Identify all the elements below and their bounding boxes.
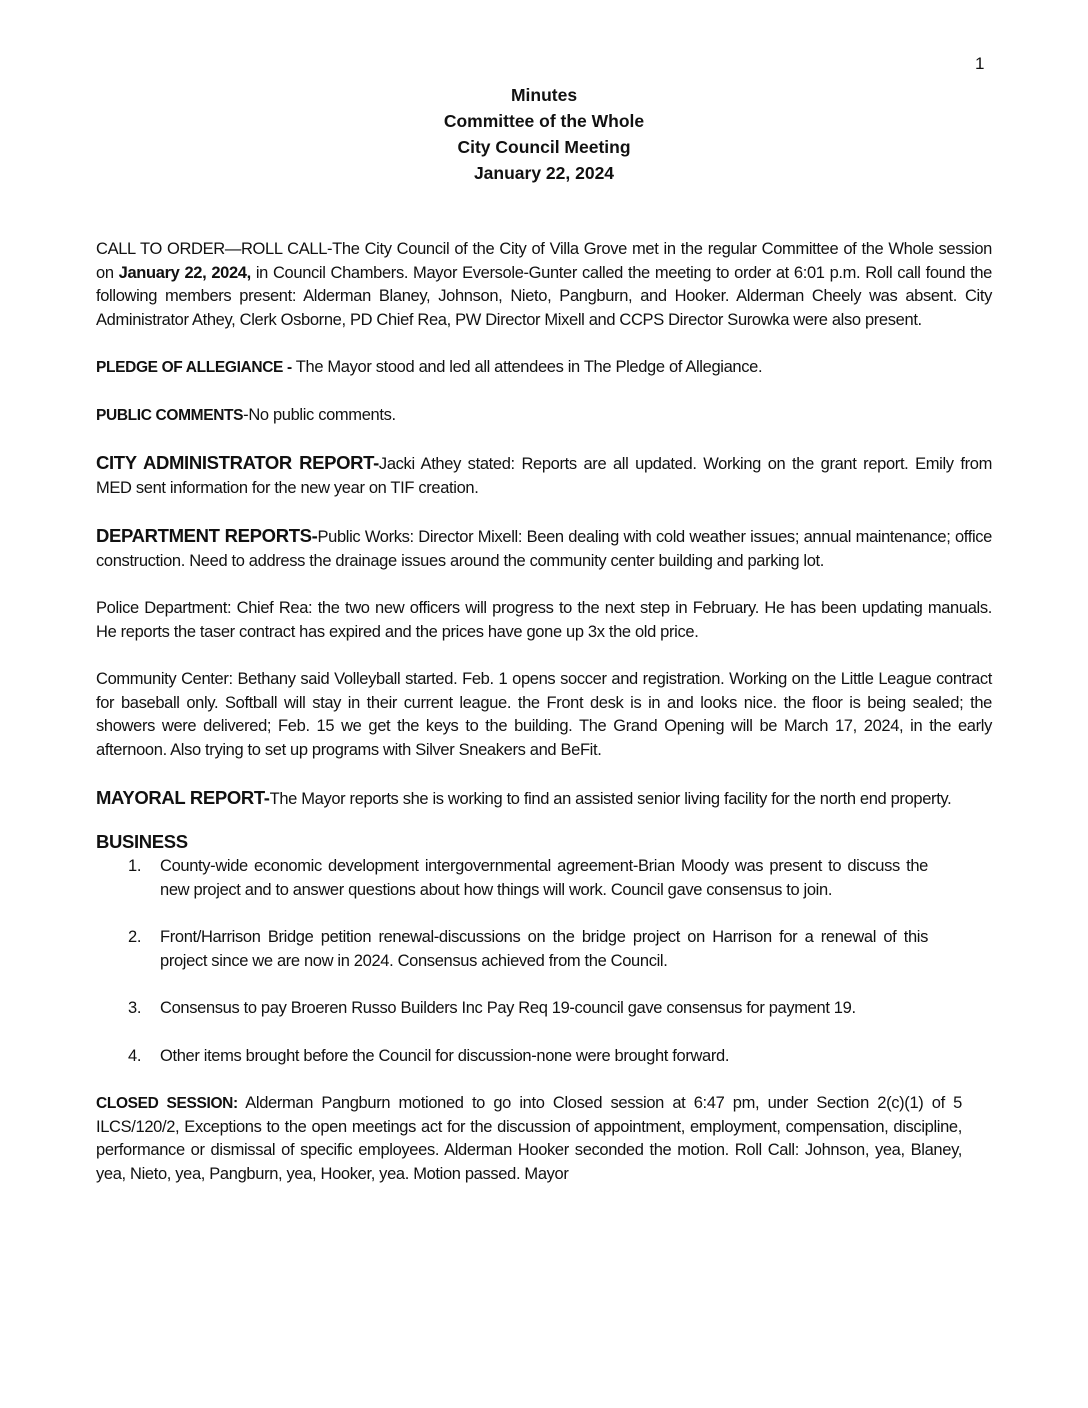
police-paragraph: Police Department: Chief Rea: the two new officers will progress to the next step in February. He has been updating manuals. He reports the taser contract has expired and the prices have gone up 3x the old price. <box>96 599 992 641</box>
business-item-number: 3. <box>128 999 142 1017</box>
mayoral-report-paragraph <box>96 786 992 812</box>
document-subtitle-meeting: City Council Meeting <box>457 137 631 157</box>
public-works-text: Public Works: Director Mixell: Been dealing with cold weather issues; annual maintenance; office construction. Need to address the drainage issues around the community center building and parking lot. <box>96 528 992 570</box>
business-item <box>96 926 992 973</box>
business-item-number: 1. <box>128 857 142 875</box>
document-subtitle-committee: Committee of the Whole <box>443 111 645 131</box>
closed-session-text: Alderman Pangburn motioned to go into Closed session at 6:47 pm, under Section 2(c)(1) of 5 ILCS/120/2, Exceptions to the open meetings act for the discussion of appointment, employment, compensation, discipline, performance or dismissal of specific employees. Alderman Hooker seconded the motion. Roll Call: Johnson, yea, Blaney, yea, Nieto, yea, Pangburn, yea, Hooker, yea. Motion passed. Mayor <box>96 1094 962 1183</box>
business-item-text: Other items brought before the Council for discussion-none were brought forward. <box>160 1046 730 1065</box>
meeting-date-bold: January 22, 2024, <box>118 263 251 282</box>
mayoral-report-text: The Mayor reports she is working to find an assisted senior living facility for the north end property. <box>269 790 952 808</box>
business-item <box>96 997 992 1021</box>
business-item <box>96 855 992 902</box>
business-heading: BUSINESS <box>96 830 188 852</box>
document-title: Minutes <box>510 85 578 105</box>
business-item-text: Consensus to pay Broeren Russo Builders Inc Pay Req 19-council gave consensus for payment 19. <box>160 999 856 1017</box>
city-admin-report-paragraph <box>96 451 992 500</box>
document-date: January 22, 2024 <box>473 163 615 183</box>
department-reports-heading: DEPARTMENT REPORTS- <box>96 525 318 546</box>
business-item-number: 2. <box>128 928 142 946</box>
pledge-heading: PLEDGE OF ALLEGIANCE - <box>96 359 296 376</box>
business-list <box>96 855 992 1068</box>
city-admin-report-text: Jacki Athey stated: Reports are all updated. Working on the grant report. Emily from MED sent information for the new year on TIF creation. <box>96 455 992 497</box>
document-header <box>0 82 1088 186</box>
business-item-text: County-wide economic development intergovernmental agreement-Brian Moody was present to discuss the new project and to answer questions about how things will work. Council gave consensus to join. <box>160 857 928 899</box>
business-item-number: 4. <box>128 1046 142 1065</box>
public-comments-heading: PUBLIC COMMENTS <box>96 406 244 424</box>
pledge-text: The Mayor stood and led all attendees in The Pledge of Allegiance. <box>295 358 763 376</box>
closed-session-paragraph <box>96 1092 962 1186</box>
business-item <box>96 1045 992 1069</box>
page-number: 1 <box>975 54 985 73</box>
mayoral-report-heading: MAYORAL REPORT- <box>96 787 270 808</box>
public-comments-text: -No public comments. <box>243 405 396 424</box>
closed-session-heading: CLOSED SESSION: <box>96 1095 238 1112</box>
business-item-text: Front/Harrison Bridge petition renewal-discussions on the bridge project on Harrison for a renewal of this project since we are now in 2024. Consensus achieved from the Council. <box>160 928 928 970</box>
public-works-paragraph <box>96 524 992 573</box>
call-to-order-paragraph <box>96 238 992 332</box>
city-admin-report-heading: CITY ADMINISTRATOR REPORT- <box>96 452 379 473</box>
public-comments-paragraph <box>96 404 992 428</box>
call-to-order-text-b: in Council Chambers. Mayor Eversole-Gunter called the meeting to order at 6:01 p.m. Roll call found the following members present: Alderman Blaney, Johnson, Nieto, Pangburn, and Hooker. Alderman Cheely was absent. City Administrator Athey, Clerk Osborne, PD Chief Rea, PW Director Mixell and CCPS Director Surowka were also present. <box>96 263 993 329</box>
pledge-paragraph <box>96 356 992 380</box>
community-center-paragraph: Community Center: Bethany said Volleyball started. Feb. 1 opens soccer and registration. Working on the Little League contract for baseball only. Softball will stay in their current league. the Front desk is in and looks nice. the floor is being sealed; the showers were delivered; Feb. 15 we get the keys to the building. The Grand Opening will be March 17, 2024, in the early afternoon. Also trying to set up programs with Silver Sneakers and BeFit. <box>96 670 992 759</box>
call-to-order-text-a: CALL TO ORDER—ROLL CALL-The City Council of the City of Villa Grove met in the regular Committee of the Whole session on <box>96 240 992 282</box>
document-body <box>96 238 992 1210</box>
